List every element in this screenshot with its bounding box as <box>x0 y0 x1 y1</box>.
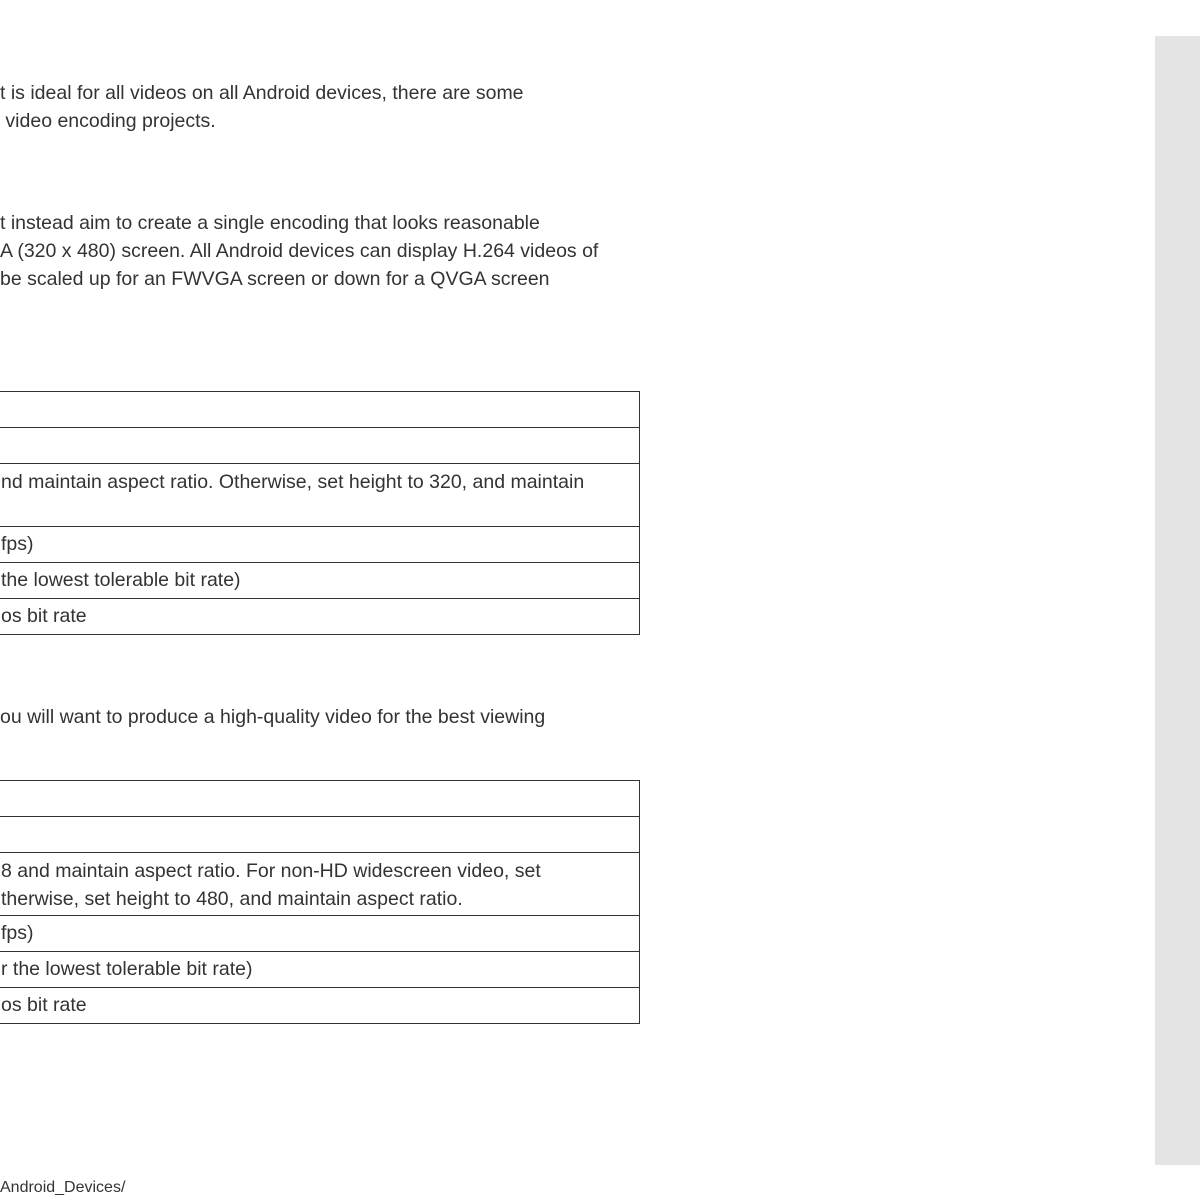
table-row <box>0 817 640 853</box>
cell-line: therwise, set height to 480, and maintain aspect ratio. <box>1 888 463 910</box>
standard-quality-settings-table <box>0 391 640 635</box>
standard-quality-paragraph <box>0 209 598 293</box>
table-row <box>0 599 640 635</box>
cell-line <box>0 496 639 524</box>
table-row <box>0 853 640 916</box>
cell-line: nd maintain aspect ratio. Otherwise, set height to 320, and maintain <box>1 471 585 493</box>
table-row <box>0 988 640 1024</box>
paragraph-line: video encoding projects. <box>0 110 216 132</box>
table-cell <box>0 392 640 428</box>
table-cell: os bit rate <box>0 599 640 635</box>
table-cell: fps) <box>0 527 640 563</box>
paragraph-line: t instead aim to create a single encoding that looks reasonable <box>0 212 540 234</box>
high-quality-settings-table <box>0 780 640 1024</box>
table-cell <box>0 428 640 464</box>
table-row <box>0 464 640 527</box>
sidebar-panel <box>1155 36 1200 1165</box>
table-cell: r the lowest tolerable bit rate) <box>0 952 640 988</box>
paragraph-line: A (320 x 480) screen. All Android devices can display H.264 videos of <box>0 240 599 262</box>
paragraph-line: be scaled up for an FWVGA screen or down for a QVGA screen <box>0 268 550 290</box>
table-cell: fps) <box>0 916 640 952</box>
table-cell <box>0 853 640 916</box>
table-row <box>0 952 640 988</box>
table-row <box>0 392 640 428</box>
table-cell <box>0 781 640 817</box>
paragraph-line: t is ideal for all videos on all Android devices, there are some <box>0 82 524 104</box>
table-cell: os bit rate <box>0 988 640 1024</box>
table-cell: the lowest tolerable bit rate) <box>0 563 640 599</box>
high-quality-paragraph <box>0 703 545 731</box>
table-row <box>0 428 640 464</box>
table-cell <box>0 464 640 527</box>
paragraph-line: ou will want to produce a high-quality video for the best viewing <box>0 706 546 728</box>
table-row <box>0 563 640 599</box>
table-row <box>0 916 640 952</box>
cell-line: 8 and maintain aspect ratio. For non-HD widescreen video, set <box>1 860 541 882</box>
table-row <box>0 781 640 817</box>
intro-paragraph <box>0 79 524 135</box>
table-cell <box>0 817 640 853</box>
table-row <box>0 527 640 563</box>
page-url-footer: Android_Devices/ <box>0 1179 126 1196</box>
